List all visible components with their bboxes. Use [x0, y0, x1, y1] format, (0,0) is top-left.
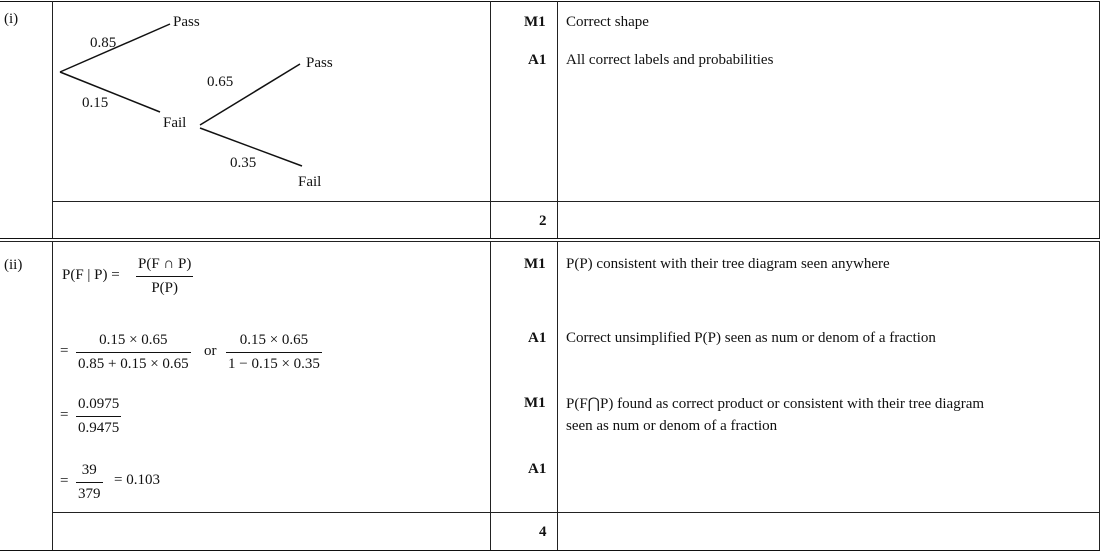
step2-equals: =: [60, 343, 69, 359]
guidance-ii-1: P(P) consistent with their tree diagram seen anywhere: [566, 256, 890, 272]
step3-equals: =: [60, 407, 69, 423]
part-i-label: (i): [4, 11, 19, 27]
step1-fraction: [136, 256, 193, 297]
step3-numerator: 0.0975: [76, 396, 121, 417]
label-pass1: Pass: [173, 14, 200, 30]
label-fail2: Fail: [298, 174, 322, 190]
mark-code-ii-1: M1: [524, 256, 546, 272]
step1-lhs: P(F | P) =: [62, 267, 120, 283]
step4-fraction: [76, 462, 103, 503]
guidance-ii-2: Correct unsimplified P(P) seen as num or denom of a fraction: [566, 330, 936, 346]
step4-numerator: 39: [76, 462, 103, 483]
prob-pass1: 0.85: [90, 35, 117, 51]
total-i: 2: [539, 213, 547, 229]
guidance-i-1: Correct shape: [566, 14, 649, 30]
label-pass2: Pass: [306, 55, 333, 71]
step2-fraction-1: [76, 332, 191, 373]
step2-fraction-1-numerator: 0.15 × 0.65: [76, 332, 191, 353]
step4-denominator: 379: [78, 486, 101, 502]
guidance-ii-3-line2: seen as num or denom of a fraction: [566, 418, 778, 434]
step2-fraction-2-numerator: 0.15 × 0.65: [226, 332, 322, 353]
prob-fail2: 0.35: [230, 155, 257, 171]
mark-code-i-2: A1: [528, 52, 547, 68]
prob-fail1: 0.15: [82, 95, 109, 111]
branch-fail1: [60, 72, 160, 112]
label-fail1: Fail: [163, 115, 187, 131]
total-ii: 4: [539, 524, 547, 540]
guidance-i-2: All correct labels and probabilities: [566, 52, 774, 68]
mark-code-ii-2: A1: [528, 330, 547, 346]
step1-numerator: P(F ∩ P): [136, 256, 193, 277]
step1-denominator: P(P): [151, 280, 179, 296]
step3-fraction: [76, 396, 121, 437]
step3-denominator: 0.9475: [78, 420, 120, 436]
step2-fraction-2-denominator: 1 − 0.15 × 0.35: [228, 356, 320, 372]
step4-equals: =: [60, 473, 69, 489]
step2-fraction-1-denominator: 0.85 + 0.15 × 0.65: [78, 356, 189, 372]
guidance-ii-3-line1: P(F⋂P) found as correct product or consistent with their tree diagram: [566, 396, 985, 412]
step2-or: or: [204, 343, 217, 359]
step4-result: = 0.103: [114, 472, 160, 488]
mark-code-ii-3: M1: [524, 395, 546, 411]
step2-fraction-2: [226, 332, 322, 373]
part-ii-label: (ii): [4, 257, 23, 273]
mark-code-i-1: M1: [524, 14, 546, 30]
mark-code-ii-4: A1: [528, 461, 547, 477]
prob-pass2: 0.65: [207, 74, 234, 90]
